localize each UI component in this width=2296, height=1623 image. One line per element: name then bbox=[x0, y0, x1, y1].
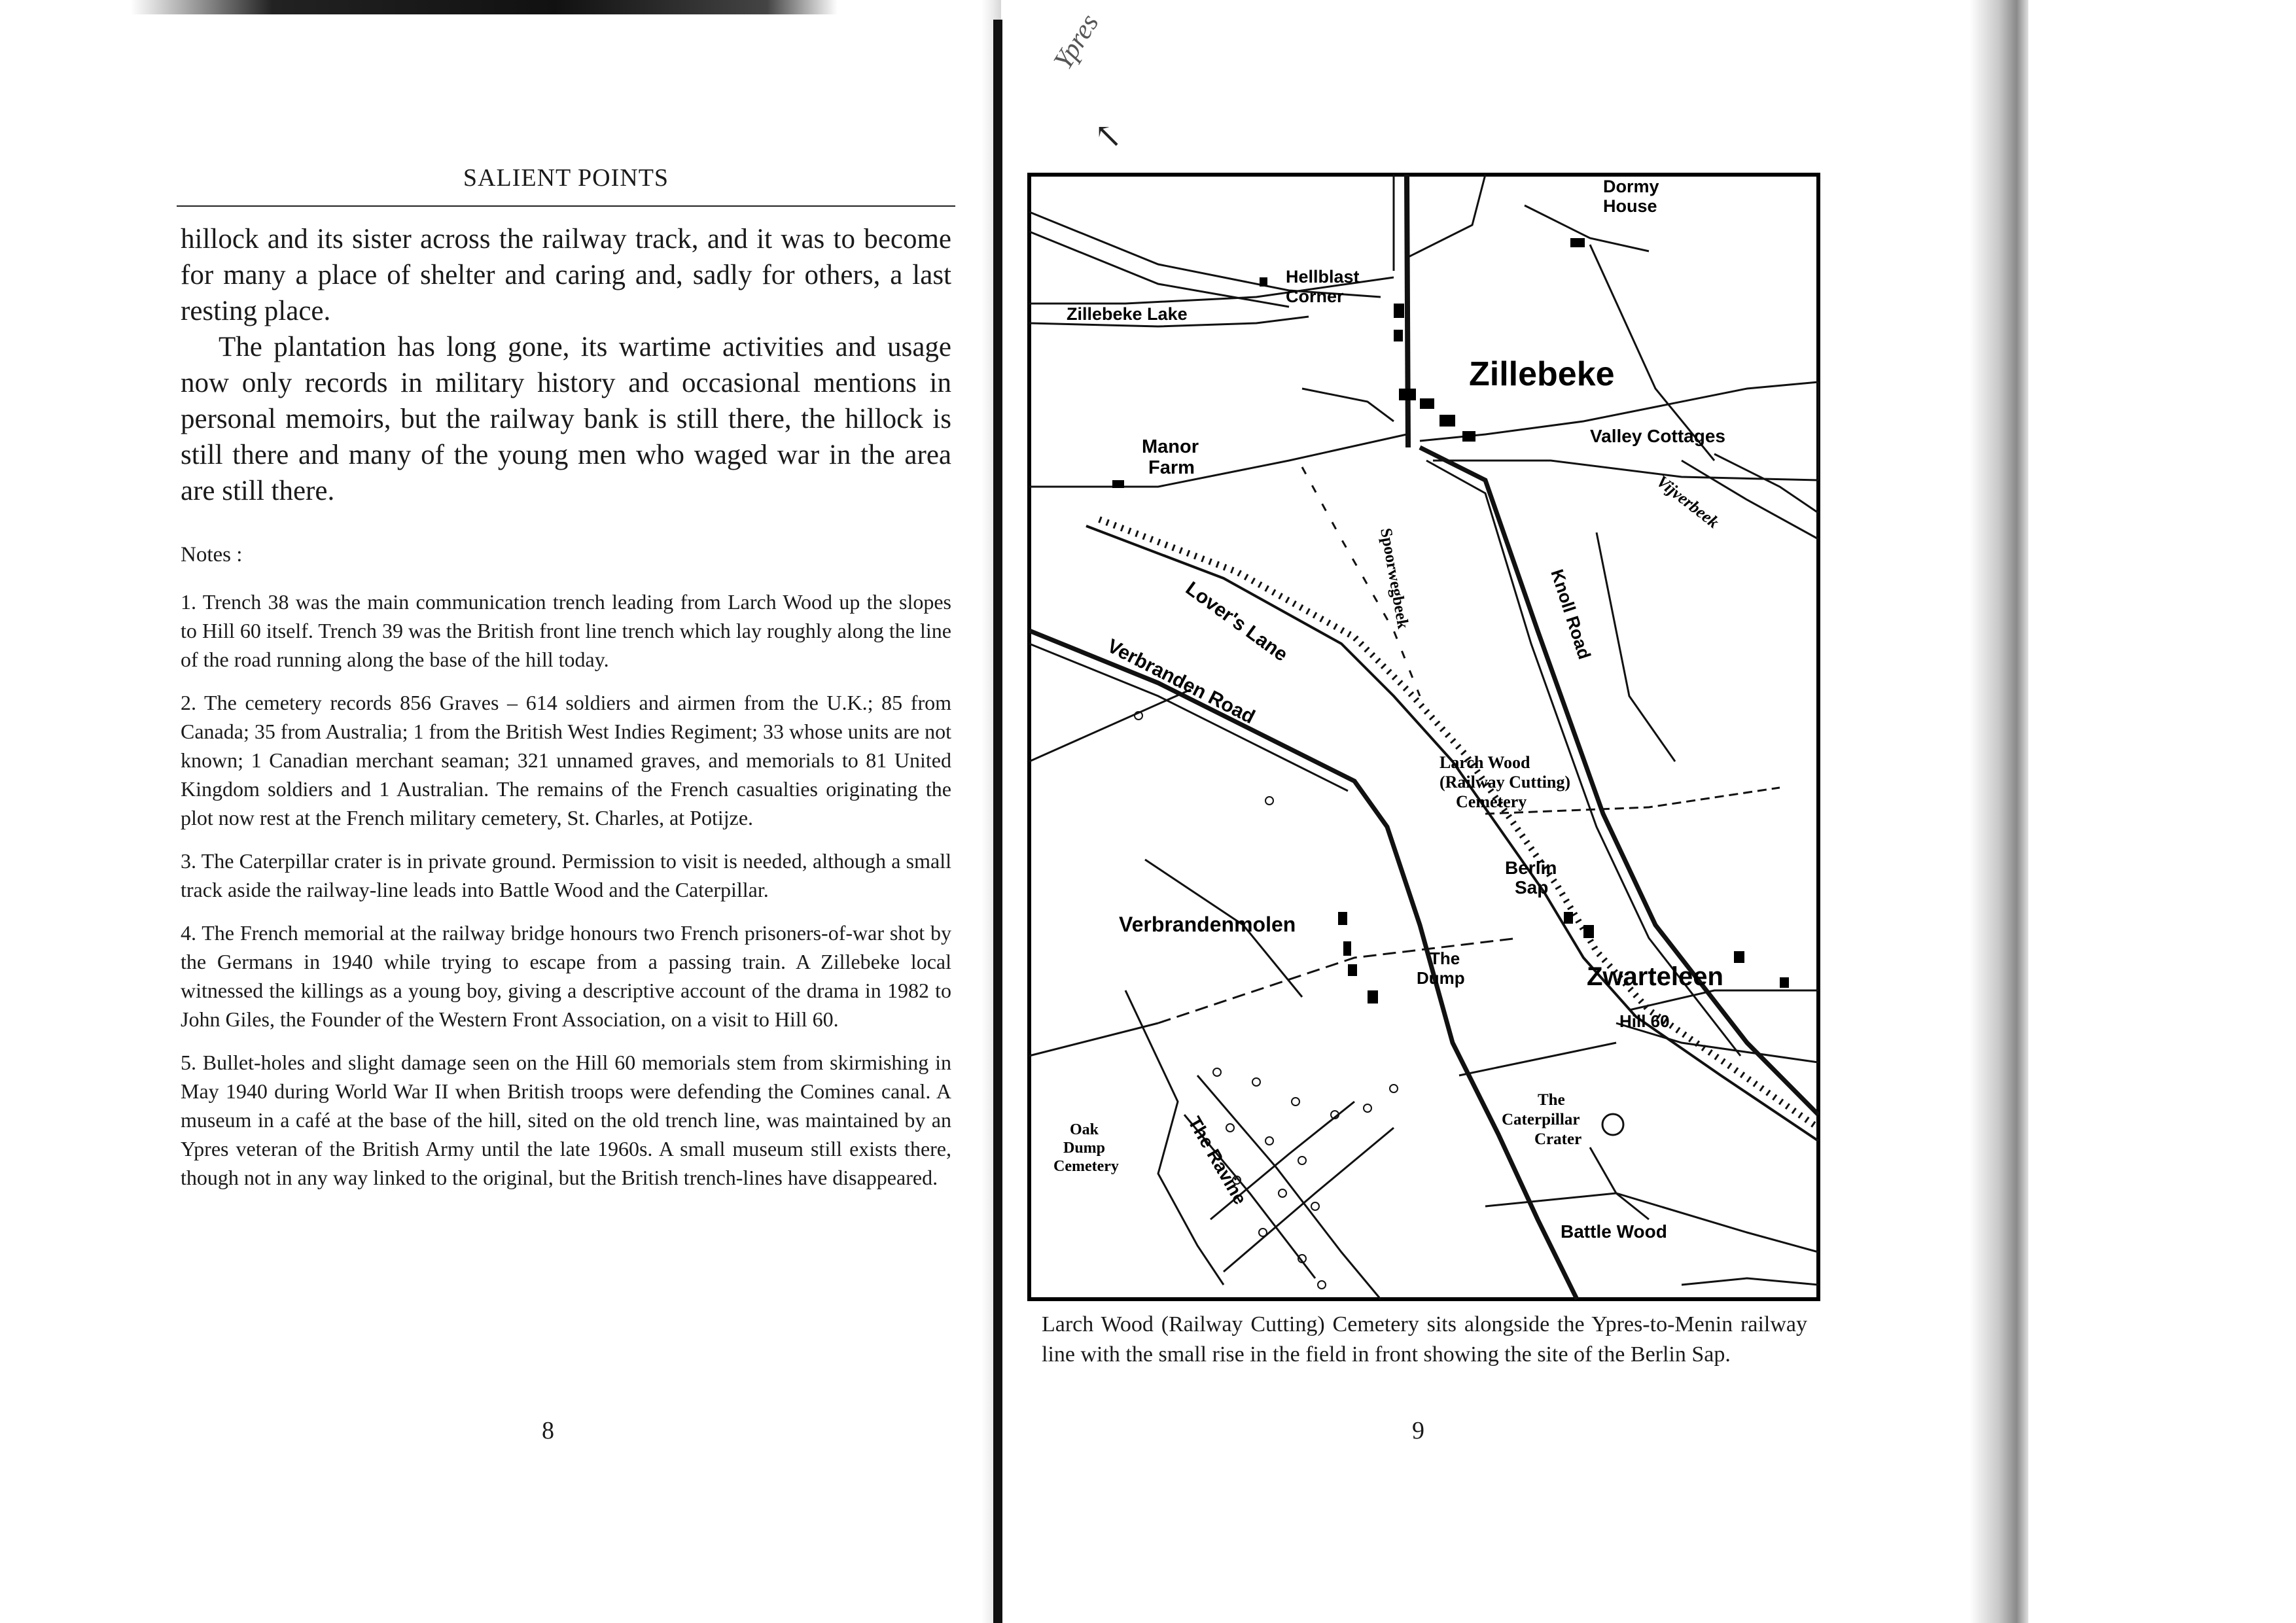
page-edge-shadow bbox=[1969, 0, 2028, 1623]
svg-text:Dump: Dump bbox=[1063, 1140, 1106, 1157]
note-item: 4. The French memorial at the railway bridge honours two French prisoners-of-war shot by the Germans in 1940 while trying to escape from a passing train. A Zillebeke local witnessed the killings as a young boy, giving a descriptive account of the drama in 1982 to John Giles, the Founder of the Western Front Association, on a visit to Hill 60. bbox=[181, 921, 951, 1031]
label-verbranden-road: Verbranden Road bbox=[1103, 635, 1259, 729]
svg-text:Cemetery: Cemetery bbox=[1053, 1158, 1119, 1175]
label-hill-60: Hill 60 bbox=[1619, 1011, 1670, 1031]
body-text bbox=[181, 221, 951, 509]
label-manor-farm: Manor bbox=[1142, 436, 1199, 457]
running-head: SALIENT POINTS bbox=[463, 164, 669, 192]
notes-list bbox=[181, 587, 951, 1206]
label-knoll-road: Knoll Road bbox=[1547, 567, 1595, 662]
paragraph: The plantation has long gone, its wartime activities and usage now only records in military history and occasional mentions in personal memoirs, but the railway bank is still there, the hillock is still there and many of the young men who waged war in the area are still there. bbox=[181, 332, 951, 506]
label-spoorwegbeek: Spoorwegbeek bbox=[1377, 527, 1412, 631]
svg-text:Crater: Crater bbox=[1534, 1130, 1582, 1148]
handwritten-note: Ypres bbox=[1048, 9, 1105, 75]
label-larch-wood-cemetery: Larch Wood bbox=[1439, 753, 1530, 772]
label-valley-cottages: Valley Cottages bbox=[1590, 426, 1725, 446]
svg-text:Corner: Corner bbox=[1286, 287, 1344, 306]
svg-text:Farm: Farm bbox=[1148, 457, 1195, 478]
road-north bbox=[1407, 175, 1408, 447]
paragraph: hillock and its sister across the railway track, and it was to become for many a place of shelter and caring and, sadly for others, a last resting place. bbox=[181, 224, 951, 326]
label-vijverbeek: Vijverbeek bbox=[1653, 471, 1723, 532]
svg-text:Sap: Sap bbox=[1515, 877, 1549, 898]
book-spine bbox=[993, 20, 1002, 1623]
svg-text:House: House bbox=[1603, 196, 1657, 216]
label-battle-wood: Battle Wood bbox=[1561, 1221, 1667, 1242]
label-zillebeke-lake: Zillebeke Lake bbox=[1067, 304, 1188, 324]
map-border bbox=[1029, 175, 1818, 1299]
note-item: 3. The Caterpillar crater is in private ground. Permission to visit is needed, although a small track aside the railway-line leads into Battle Wood and the Caterpillar. bbox=[181, 849, 951, 901]
label-caterpillar-crater: The bbox=[1538, 1091, 1565, 1109]
note-item: 2. The cemetery records 856 Graves – 614 soldiers and airmen from the U.K.; 85 from Canada; 35 from Australia; 1 from the British West Indies Regiment; 33 whose units are not known; 1 Canadian merchant seaman; 321 unnamed graves, and memorials to 81 United Kingdom soldiers and 1 Australian. The remains of the French casualties originating the plot now rest at the French military cemetery, St. Charles, at Potijze. bbox=[181, 691, 951, 829]
label-the-ravine: The Ravine bbox=[1184, 1113, 1251, 1208]
svg-text:Dump: Dump bbox=[1417, 968, 1465, 988]
label-verbrandenmolen: Verbrandenmolen bbox=[1119, 913, 1296, 936]
scan-shadow-top bbox=[131, 0, 838, 14]
battlefield-map bbox=[1027, 173, 1820, 1301]
page-number-right: 9 bbox=[1412, 1417, 1424, 1444]
map-caption: Larch Wood (Railway Cutting) Cemetery sits alongside the Ypres-to-Menin railway line with the small rise in the field in front showing the site of the Berlin Sap. bbox=[1042, 1312, 1807, 1367]
label-dormy-house: Dormy bbox=[1603, 177, 1659, 196]
north-arrow-icon: ↖ bbox=[1094, 118, 1123, 155]
label-the-dump: The bbox=[1430, 949, 1460, 968]
label-berlin-sap: Berlin bbox=[1505, 858, 1557, 878]
notes-heading: Notes : bbox=[181, 543, 243, 567]
svg-text:(Railway Cutting): (Railway Cutting) bbox=[1439, 773, 1571, 792]
note-item: 5. Bullet-holes and slight damage seen on the Hill 60 memorials stem from skirmishing in May 1940 during World War II when British troops were defending the Comines canal. A museum in a café at the base of the hill, sited on the old trench line, was maintained by an Ypres veteran of the British Army until the late 1960s. A small museum still exists there, though not in any way linked to the original, but the British trench-lines have disappeared. bbox=[181, 1051, 951, 1189]
label-oak-dump-cemetery: Oak bbox=[1070, 1121, 1099, 1138]
page-number-left: 8 bbox=[542, 1417, 554, 1444]
svg-text:Caterpillar: Caterpillar bbox=[1502, 1111, 1580, 1128]
label-lovers-lane: Lover's Lane bbox=[1181, 577, 1292, 666]
svg-text:Cemetery: Cemetery bbox=[1456, 792, 1527, 811]
label-zillebeke: Zillebeke bbox=[1469, 355, 1615, 393]
label-hellblast-corner: Hellblast bbox=[1286, 267, 1360, 287]
label-zwarteleen: Zwarteleen bbox=[1587, 962, 1723, 991]
note-item: 1. Trench 38 was the main communication trench leading from Larch Wood up the slopes to Hill 60 itself. Trench 39 was the British front line trench which lay roughly along the line of the road running along the base of the hill today. bbox=[181, 590, 951, 671]
header-rule bbox=[177, 205, 955, 207]
